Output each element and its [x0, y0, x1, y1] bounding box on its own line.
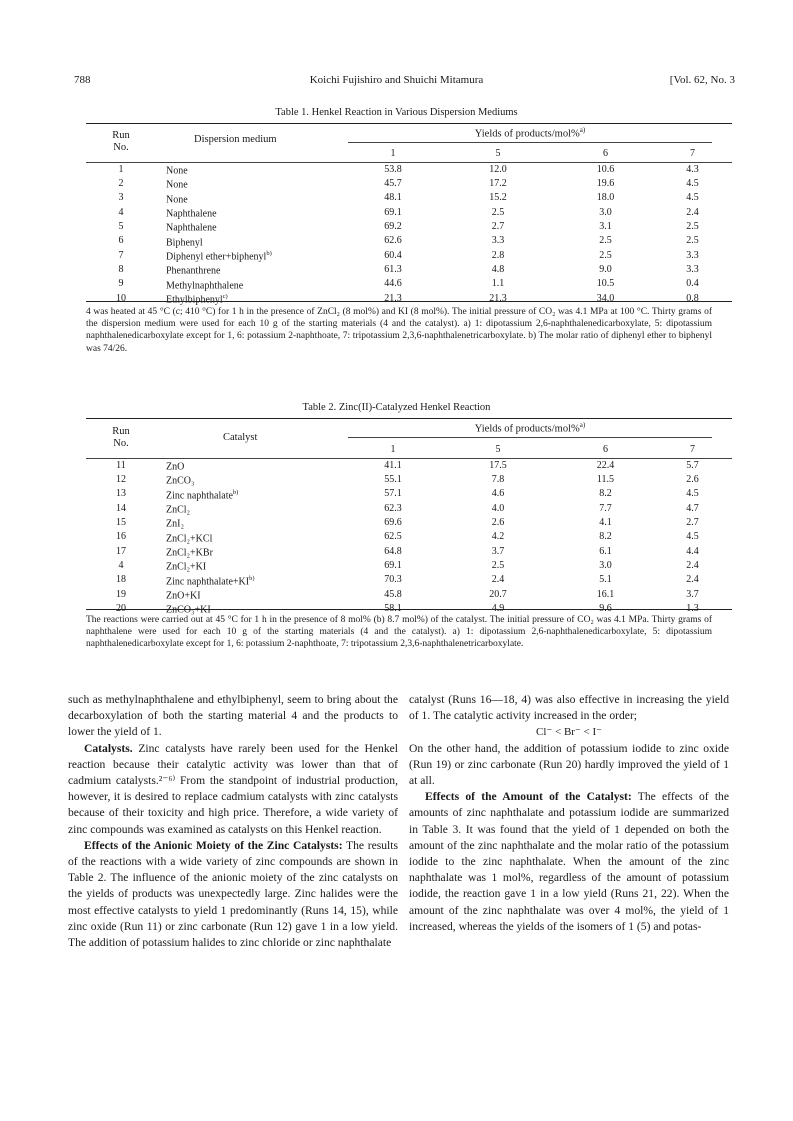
right-para-1: catalyst (Runs 16—18, 4) was also effective in increasing the yield of 1. The catalytic activity increased in the order; [409, 693, 729, 723]
table1-value-cell: 4.5 [686, 177, 699, 189]
table1-label-text: Biphenyl [166, 236, 203, 248]
table2-value-cell: 57.1 [384, 488, 402, 500]
table1-top-rule [86, 123, 732, 124]
table2-value-cell: 22.4 [596, 459, 615, 471]
table2-mid-rule [348, 437, 712, 438]
table2-col-5: 5 [495, 443, 501, 455]
table2-caption: Table 2. Zinc(II)-Catalyzed Henkel Reaction [302, 402, 491, 413]
table2-run-cell: 17 [116, 545, 126, 557]
catalysts-heading: Catalysts. [84, 741, 133, 755]
table2-value-cell: 55.1 [384, 473, 402, 485]
table2-label-cell [156, 558, 348, 572]
table1-value-cell: 4.3 [686, 163, 699, 175]
table2-value-cell: 4.2 [491, 531, 505, 543]
table1-label-cell [156, 219, 348, 233]
table2-label-cell [156, 501, 348, 515]
table1-label-text: Ethylbiphenyl [166, 294, 223, 306]
table2-col-header-row [86, 440, 732, 458]
table-row [86, 515, 732, 529]
table1-value-cell: 21.3 [384, 292, 402, 304]
table2-value-cell: 62.5 [384, 531, 402, 543]
table2-value-cell: 7.7 [599, 502, 612, 514]
table2-value-cell: 45.8 [384, 588, 402, 600]
table2-col-6: 6 [603, 443, 608, 455]
table1-label-cell [156, 234, 348, 248]
table2 [86, 440, 732, 616]
table2-value-cell: 4.9 [491, 602, 505, 614]
table1-yields-label: Yields of products/mol% [474, 128, 580, 140]
table2-value-cell: 11.5 [596, 473, 615, 485]
table1-value-cell: 2.7 [491, 220, 505, 232]
table2-label-sup: b) [249, 574, 255, 582]
table2-run-cell: 18 [116, 574, 126, 586]
table-row [86, 219, 732, 233]
volume-info: [Vol. 62, No. 3 [669, 74, 735, 86]
table1-run-cell: 1 [118, 163, 124, 175]
table1-label-cell [156, 262, 348, 276]
table2-value-cell: 69.6 [384, 516, 402, 528]
table1-value-cell: 62.6 [384, 235, 402, 247]
table-row [86, 176, 732, 190]
table2-catalyst-header: Catalyst [223, 432, 258, 443]
table1-yields-header [348, 126, 712, 140]
table2-value-cell: 16.1 [596, 588, 615, 600]
table1-value-cell: 17.2 [489, 177, 507, 189]
table1-value-cell: 60.4 [384, 249, 402, 261]
table2-value-cell: 17.5 [489, 459, 507, 471]
table1-value-cell: 21.3 [489, 292, 507, 304]
table1-value-cell: 0.8 [686, 292, 699, 304]
table2-value-cell: 64.8 [384, 545, 402, 557]
table1-label-cell [156, 291, 348, 305]
table1-run-header-line1: Run [112, 130, 130, 141]
table1-col-header-row [86, 145, 732, 162]
table1-value-cell: 4.5 [686, 192, 699, 204]
table1-label-text: Naphthalene [166, 208, 217, 220]
table1-run-cell: 10 [116, 292, 126, 304]
table2-value-cell: 62.3 [384, 502, 402, 514]
table1-value-cell: 2.5 [491, 206, 505, 218]
table1-run-cell: 3 [118, 192, 124, 204]
table1-col-7: 7 [690, 148, 695, 159]
table-row [86, 544, 732, 558]
table1-value-cell: 9.0 [599, 263, 612, 275]
table1-value-cell: 3.3 [686, 249, 699, 261]
table1-value-cell: 15.2 [489, 192, 507, 204]
table1-value-cell: 4.8 [491, 263, 505, 275]
table2-label-text: ZnO [166, 461, 185, 473]
right-para-2: On the other hand, the addition of potassium iodide to zinc oxide (Run 19) or zinc carbonate (Run 20) hardly improved the yield of 1 at all. [409, 741, 729, 788]
table2-top-rule [86, 418, 732, 419]
table1-run-cell: 9 [118, 278, 124, 290]
table2-run-header-line1: Run [112, 426, 130, 437]
table2-value-cell: 70.3 [384, 574, 402, 586]
table2-value-cell: 2.5 [491, 559, 505, 571]
left-column [68, 692, 398, 951]
table1-value-cell: 34.0 [596, 292, 615, 304]
table1-value-cell: 19.6 [596, 177, 615, 189]
table1-value-cell: 45.7 [384, 177, 402, 189]
table2-value-cell: 2.6 [491, 516, 505, 528]
table2-run-cell: 4 [118, 559, 124, 571]
table2-value-cell: 7.8 [491, 473, 505, 485]
table2-value-cell: 2.4 [491, 574, 505, 586]
table2-value-cell: 4.5 [686, 531, 699, 543]
table2-label-text: ZnI₂ [166, 518, 184, 530]
table-row [86, 530, 732, 544]
table2-label-text: Zinc naphthalate [166, 489, 233, 501]
table2-label-cell [156, 515, 348, 529]
table2-run-cell: 20 [116, 602, 126, 614]
table1-label-sup: b) [266, 249, 272, 257]
table2-run-cell: 14 [116, 502, 126, 514]
table1-label-text: None [166, 165, 188, 177]
table2-value-cell: 4.6 [491, 488, 505, 500]
table1-run-cell: 7 [118, 249, 124, 261]
table1-col-6: 6 [603, 148, 608, 159]
table1-value-cell: 2.5 [686, 235, 699, 247]
right-para-3 [409, 789, 729, 935]
table2-label-text: ZnCl₂+KCl [166, 532, 213, 544]
table2-value-cell: 4.0 [491, 502, 505, 514]
table1-label-text: None [166, 193, 188, 205]
table2-label-text: ZnCl₂+KBr [166, 547, 213, 559]
table2-label-text: ZnCl₂ [166, 504, 191, 516]
table1-footnote: 4 was heated at 45 °C (c; 410 °C) for 1 h in the presence of ZnCl₂ (8 mol%) and KI (8 mol%). The initial pressure of CO₂ was 4.1 MPa at 100 °C. Thirty grams of the dispersion medium were used for each 10 g of the starting materials (4 and the catalyst). a) 1: dipotassium 2,6-naphthalenedicarboxylate, 5: dipotassium naphthalenedicarboxylate except for 1, 6: potassium 2-naphthoate, 7: tripotassium 2,3,6-naphthalenetricarboxylate. b) The molar ratio of diphenyl ether to biphenyl was 74/26. [86, 307, 712, 354]
table2-col-7: 7 [690, 443, 695, 455]
table-row [86, 191, 732, 205]
table2-label-cell [156, 587, 348, 601]
table2-label-cell [156, 458, 348, 472]
table2-label-text: ZnCO₃ [166, 475, 195, 487]
table1-label-cell [156, 277, 348, 291]
table1-value-cell: 48.1 [384, 192, 402, 204]
right-para-3-text: The effects of the amounts of zinc naphthalate and potassium iodide are summarized in Table 3. It was found that the yield of 1 depended on both the amount of the zinc naphthalate and the molar ratio of the potassium iodide to the zinc naphthalate. When the amount of the zinc naphthalate was 1 mol%, regardless of the amount of potassium iodide, the reaction gave 1 in a low yield (Runs 21, 22). When the amount of the zinc naphthalate was over 4 mol%, the yield of 1 increased, whereas the yields of the isomers of 1 (5) and potas- [409, 790, 729, 933]
table2-label-cell [156, 530, 348, 544]
page-number: 788 [74, 74, 91, 86]
table1-run-cell: 6 [118, 235, 124, 247]
table-row [86, 248, 732, 262]
table1-col-1: 1 [390, 148, 396, 159]
table1-label-cell [156, 248, 348, 262]
table1-value-cell: 3.1 [599, 220, 612, 232]
table1-value-cell: 2.8 [491, 249, 505, 261]
table2-col-1: 1 [390, 443, 396, 455]
table1-value-cell: 44.6 [384, 278, 402, 290]
table1-label-text: Naphthalene [166, 222, 217, 234]
table2-run-cell: 15 [116, 516, 126, 528]
table2-value-cell: 3.0 [599, 559, 612, 571]
table2-value-cell: 6.1 [599, 545, 612, 557]
halide-order-formula: Cl⁻ < Br⁻ < I⁻ [536, 726, 602, 739]
table2-value-cell: 2.4 [686, 559, 699, 571]
table2-label-cell [156, 472, 348, 486]
table-row [86, 291, 732, 305]
table2-run-header-line2: No. [113, 438, 129, 449]
table-row [86, 262, 732, 276]
table2-label-text: ZnO+KI [166, 590, 201, 602]
left-para-3-text: The results of the reactions with a wide variety of zinc compounds are shown in Table 2. The influence of the anionic moiety of the zinc catalysts on the yields of products was unexpectedly large. Zinc halides were the most effective catalysts to yield 1 predominantly (Runs 14, 15), while zinc oxide (Run 11) or zinc carbonate (Run 12) gave 1 in a low yield. The addition of potassium halides to zinc chloride or zinc naphthalate [68, 838, 398, 950]
table2-label-text: ZnCl₂+KI [166, 561, 207, 573]
table2-yields-sup: a) [579, 421, 586, 429]
table2-value-cell: 9.6 [599, 602, 612, 614]
table2-bottom-rule [86, 609, 732, 610]
table1-medium-header: Dispersion medium [194, 134, 277, 145]
table-row [86, 558, 732, 572]
table2-run-cell: 12 [116, 473, 126, 485]
table2-value-cell: 8.2 [599, 531, 612, 543]
table1-value-cell: 2.5 [599, 235, 612, 247]
table1-label-cell [156, 205, 348, 219]
table2-value-cell: 5.7 [686, 459, 699, 471]
table1-label-sup: c) [222, 292, 228, 300]
table1-run-cell: 8 [118, 263, 124, 275]
table1-label-text: Phenanthrene [166, 265, 221, 277]
table2-yields-label: Yields of products/mol% [474, 423, 580, 435]
table-row [86, 487, 732, 501]
table1-label-cell [156, 191, 348, 205]
table1-value-cell: 0.4 [686, 278, 699, 290]
table-row [86, 587, 732, 601]
table2-value-cell: 8.2 [599, 488, 612, 500]
table1-value-cell: 3.3 [686, 263, 699, 275]
table1-value-cell: 69.1 [384, 206, 402, 218]
table2-value-cell: 4.1 [599, 516, 612, 528]
table2-label-text: Zinc naphthalate+KI [166, 575, 250, 587]
anionic-moiety-heading: Effects of the Anionic Moiety of the Zinc Catalysts: [84, 838, 343, 852]
table2-run-cell: 11 [116, 459, 126, 471]
table1-label-cell [156, 176, 348, 190]
table-row [86, 234, 732, 248]
table1-mid-rule [348, 142, 712, 143]
table-row [86, 277, 732, 291]
table2-run-cell: 19 [116, 588, 126, 600]
table1-col-5: 5 [495, 148, 501, 159]
table2-label-cell [156, 487, 348, 501]
table1-run-header-line2: No. [113, 142, 129, 153]
table2-label-cell [156, 573, 348, 587]
table1-bottom-rule [86, 301, 732, 302]
table1-value-cell: 2.5 [686, 220, 699, 232]
table2-value-cell: 3.7 [491, 545, 505, 557]
table2-label-sup: b) [232, 488, 239, 496]
table2-value-cell: 20.7 [489, 588, 507, 600]
table2-value-cell: 41.1 [384, 459, 402, 471]
table2-label-text: ZnCO₃+KI [166, 604, 211, 616]
table2-run-cell: 16 [116, 531, 126, 543]
table2-footnote: The reactions were carried out at 45 °C for 1 h in the presence of 8 mol% (b) 8.7 mol%) of the catalyst. The initial pressure of CO₂ was 4.1 MPa. Thirty grams of naphthalene were used for each 10 g of the starting materials (4 and the catalyst). a) 1: dipotassium 2,6-naphthalenedicarboxylate, 5: dipotassium naphthalenedicarboxylate except for 1, 6: potassium 2-naphthoate, 7: tripotassium 2,3,6-naphthalenetricarboxylate. [86, 615, 712, 650]
table1-value-cell: 3.3 [491, 235, 505, 247]
table2-value-cell: 4.7 [686, 502, 699, 514]
table1-caption: Table 1. Henkel Reaction in Various Dispersion Mediums [275, 107, 518, 118]
table2-value-cell: 5.1 [599, 574, 612, 586]
table1-run-cell: 2 [118, 177, 124, 189]
table1-label-text: Diphenyl ether+biphenyl [166, 251, 267, 263]
table1-run-cell: 5 [118, 220, 124, 232]
table1-value-cell: 10.6 [596, 163, 615, 175]
table2-value-cell: 2.7 [686, 516, 699, 528]
table1-value-cell: 18.0 [596, 192, 615, 204]
running-authors: Koichi Fujishiro and Shuichi Mitamura [309, 74, 484, 86]
right-column [409, 692, 729, 935]
table-row [86, 205, 732, 219]
table2-value-cell: 2.4 [686, 574, 699, 586]
table1-label-cell [156, 162, 348, 176]
table1-value-cell: 1.1 [491, 278, 505, 290]
table-row [86, 501, 732, 515]
table2-value-cell: 69.1 [384, 559, 402, 571]
table1-value-cell: 61.3 [384, 263, 402, 275]
table1-value-cell: 3.0 [599, 206, 612, 218]
table1 [86, 145, 732, 305]
table2-value-cell: 4.4 [686, 545, 699, 557]
table1-value-cell: 53.8 [384, 163, 402, 175]
table1-value-cell: 69.2 [384, 220, 402, 232]
table-row [86, 472, 732, 486]
table2-value-cell: 4.5 [686, 488, 699, 500]
table1-value-cell: 10.5 [596, 278, 615, 290]
left-para-3 [68, 838, 398, 951]
table1-label-text: Methylnaphthalene [166, 279, 244, 291]
table1-value-cell: 2.4 [686, 206, 699, 218]
left-para-2-text: Zinc catalysts have rarely been used for the Henkel reaction because their catalytic activity was lower than that of cadmium catalysts.²⁻⁶⁾ From the standpoint of industrial production, however, it is desired to replace cadmium catalysts with zinc catalysts because of their toxicity and high price. Therefore, a wide variety of zinc compounds was examined as catalysts on this Henkel reaction. [68, 741, 398, 836]
table2-yields-header [348, 421, 712, 435]
table2-value-cell: 58.1 [384, 602, 402, 614]
left-para-2 [68, 741, 398, 838]
table2-run-cell: 13 [116, 488, 126, 500]
table-row [86, 573, 732, 587]
table2-value-cell: 3.7 [686, 588, 699, 600]
table1-value-cell: 2.5 [599, 249, 612, 261]
table1-yields-sup: a) [579, 126, 586, 134]
table2-value-cell: 1.3 [686, 602, 699, 614]
amount-of-catalyst-heading: Effects of the Amount of the Catalyst: [425, 790, 632, 804]
table-row [86, 162, 732, 176]
left-para-1: such as methylnaphthalene and ethylbiphenyl, seem to bring about the decarboxylation of both the starting material 4 and the products to lower the yield of 1. [68, 693, 398, 739]
table2-value-cell: 2.6 [686, 473, 699, 485]
table1-label-text: None [166, 179, 188, 191]
table1-run-cell: 4 [118, 206, 124, 218]
table2-label-cell [156, 544, 348, 558]
table-row [86, 458, 732, 472]
table1-value-cell: 12.0 [489, 163, 507, 175]
